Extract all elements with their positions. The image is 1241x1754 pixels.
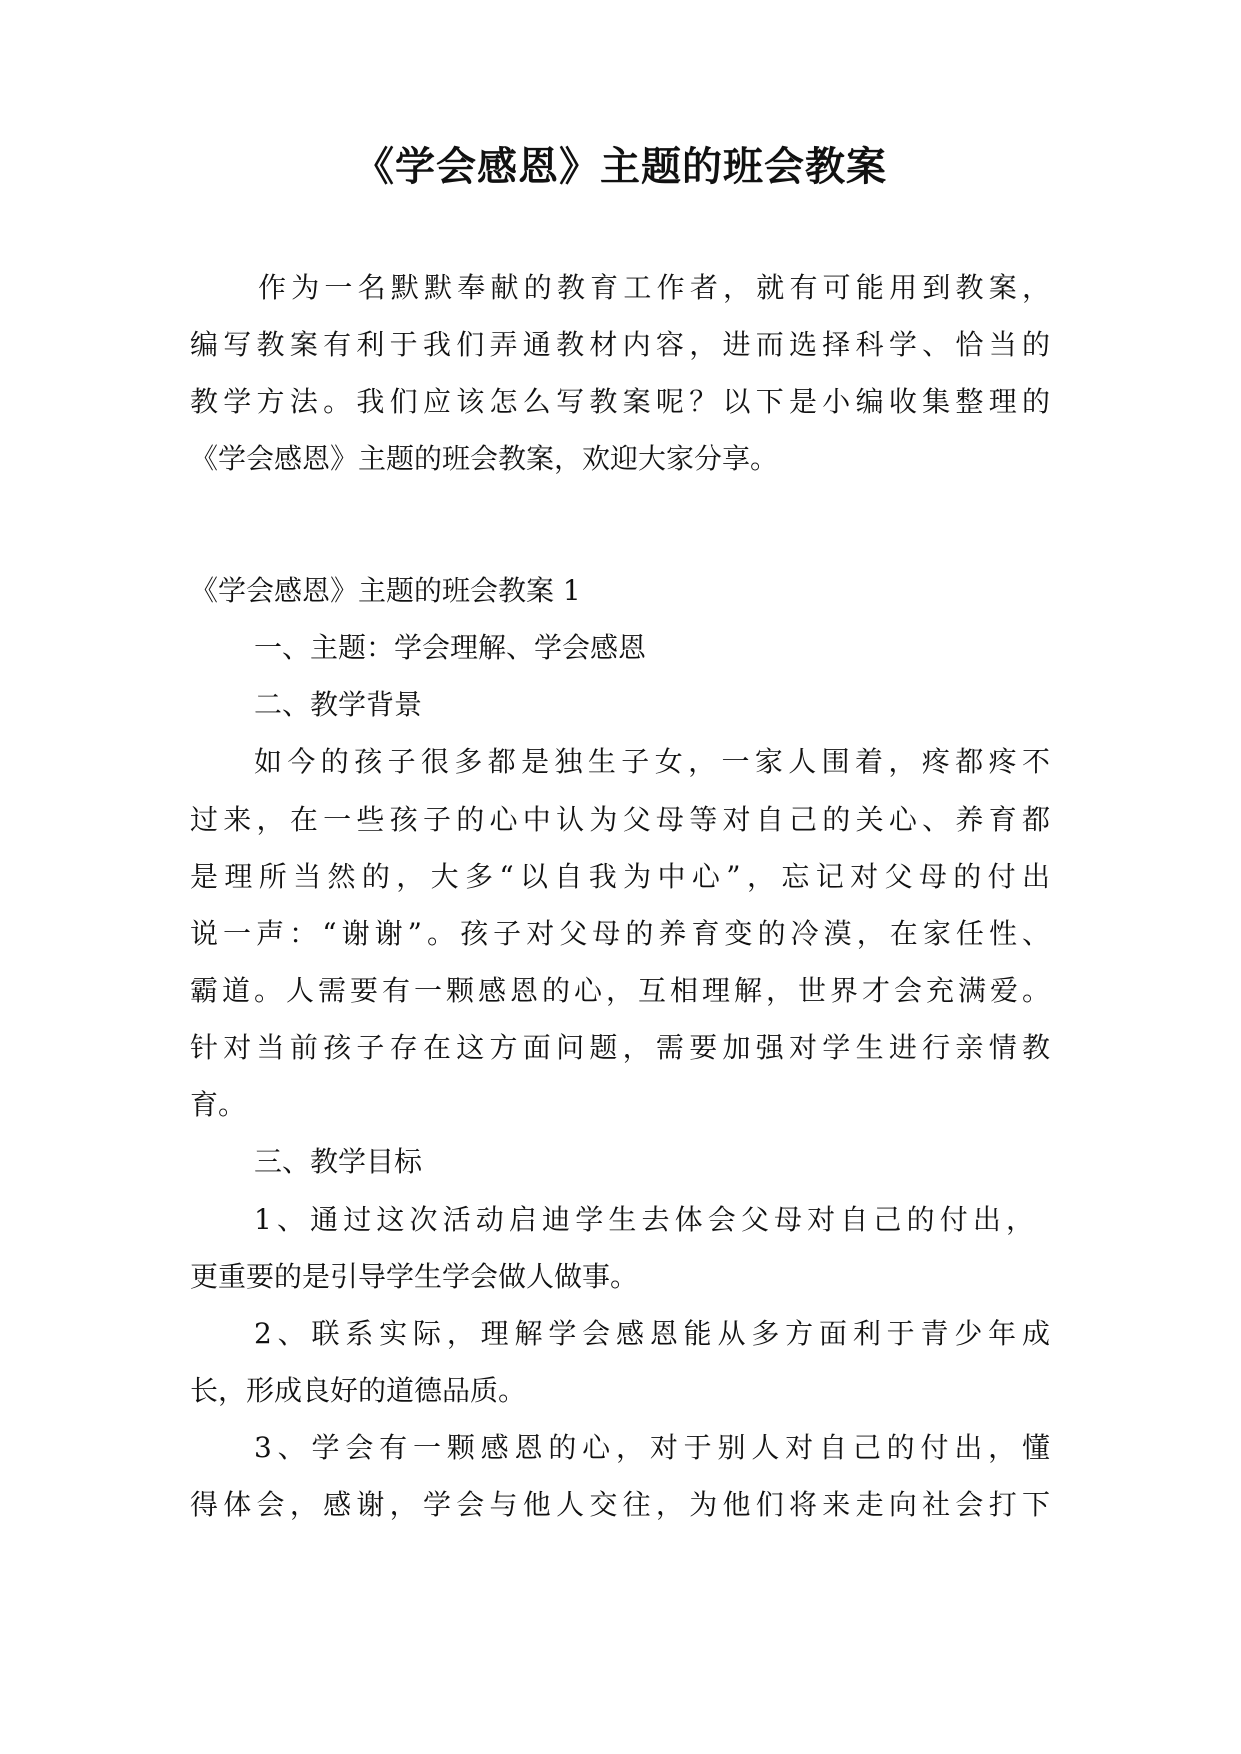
objective-3-line-1: 3、学会有一颗感恩的心，对于别人对自己的付出，懂 bbox=[254, 1431, 1050, 1464]
background-line-7: 育。 bbox=[190, 1088, 247, 1121]
intro-line-3: 教学方法。我们应该怎么写教案呢？以下是小编收集整理的 bbox=[190, 385, 1050, 418]
objective-1-line-2: 更重要的是引导学生学会做人做事。 bbox=[190, 1260, 639, 1293]
heading-objectives: 三、教学目标 bbox=[254, 1145, 423, 1178]
background-line-3: 是理所当然的，大多“以自我为中心”，忘记对父母的付出 bbox=[190, 860, 1050, 893]
background-line-6: 针对当前孩子存在这方面问题，需要加强对学生进行亲情教 bbox=[190, 1031, 1050, 1064]
intro-line-4: 《学会感恩》主题的班会教案，欢迎大家分享。 bbox=[190, 442, 779, 475]
intro-line-2: 编写教案有利于我们弄通教材内容，进而选择科学、恰当的 bbox=[190, 328, 1050, 361]
objective-2-line-2: 长，形成良好的道德品质。 bbox=[190, 1374, 527, 1407]
objective-2-line-1: 2、联系实际，理解学会感恩能从多方面利于青少年成 bbox=[254, 1317, 1050, 1350]
background-line-1: 如今的孩子很多都是独生子女，一家人围着，疼都疼不 bbox=[254, 745, 1050, 778]
page-title: 《学会感恩》主题的班会教案 bbox=[354, 143, 887, 190]
heading-background: 二、教学背景 bbox=[254, 688, 423, 721]
background-line-5: 霸道。人需要有一颗感恩的心，互相理解，世界才会充满爱。 bbox=[190, 974, 1050, 1007]
heading-theme: 一、主题：学会理解、学会感恩 bbox=[254, 631, 647, 664]
background-line-2: 过来，在一些孩子的心中认为父母等对自己的关心、养育都 bbox=[190, 803, 1050, 836]
background-line-4: 说一声：“谢谢”。孩子对父母的养育变的冷漠，在家任性、 bbox=[190, 917, 1050, 950]
objective-3-line-2: 得体会，感谢，学会与他人交往，为他们将来走向社会打下 bbox=[190, 1488, 1050, 1521]
intro-line-1: 作为一名默默奉献的教育工作者，就有可能用到教案， bbox=[258, 271, 1050, 304]
objective-1-line-1: 1、通过这次活动启迪学生去体会父母对自己的付出， bbox=[254, 1203, 1034, 1236]
section-heading: 《学会感恩》主题的班会教案 1 bbox=[190, 574, 581, 607]
